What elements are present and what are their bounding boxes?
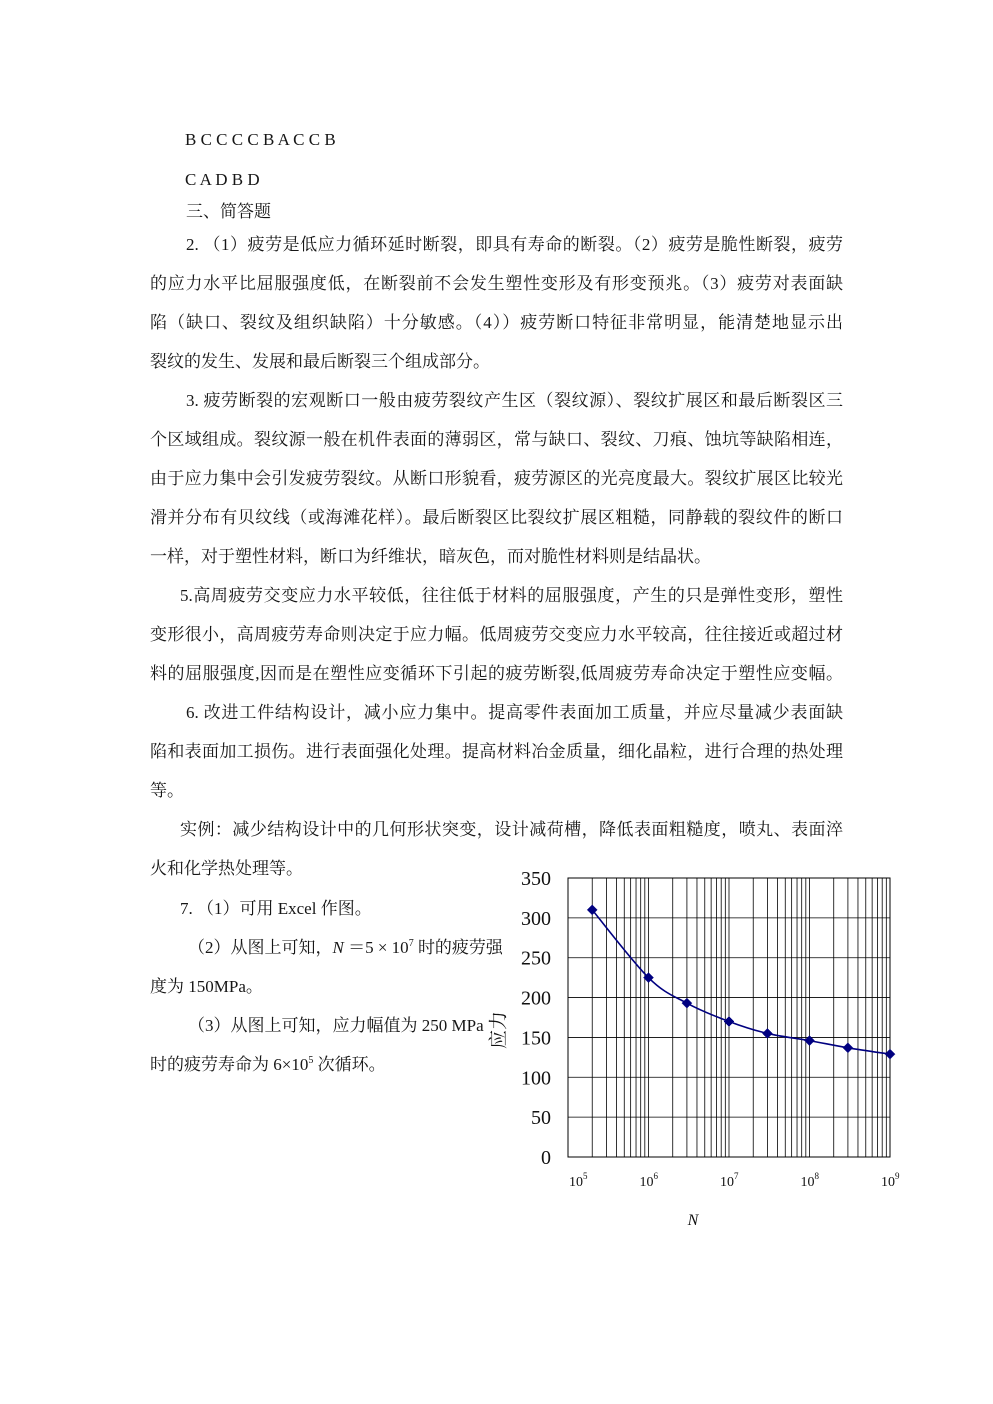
y-tick-label: 50 [531,1107,551,1130]
x-tick-exponent: 9 [895,1171,900,1181]
text-line: 一样，对于塑性材料，断口为纤维状，暗灰色，而对脆性材料则是结晶状。 [150,546,711,566]
text-line: （3）从图上可知，应力幅值为 250 MPa [188,1015,484,1035]
answer-q5 [150,576,843,693]
text-line [150,1045,510,1084]
x-tick-exponent: 8 [814,1171,819,1181]
x-tick-exponent: 6 [653,1171,658,1181]
variable-n: N [332,937,344,957]
text-segment: 次循环。 [313,1054,386,1074]
x-axis-title: N [687,1212,699,1229]
x-tick-label: $10^6$ [639,1171,658,1190]
sn-curve-chart [480,860,920,1240]
y-tick-label: 250 [521,947,551,970]
x-tick-exponent: 5 [583,1171,588,1181]
data-point [843,1043,853,1053]
text-line: 陷和表面加工损伤。进行表面强化处理。提高材料冶金质量，细化晶粒，进行合理的热处理 [150,741,843,761]
text-line: 由于应力集中会引发疲劳裂纹。从断口形貌看，疲劳源区的光亮度最大。裂纹扩展区比较光 [150,468,843,488]
y-axis-title: 应力 [488,1010,510,1050]
data-point [762,1028,772,1038]
x-tick-label: $10^8$ [800,1171,819,1190]
text-line: 2. （1）疲劳是低应力循环延时断裂，即具有寿命的断裂。（2）疲劳是脆性断裂，疲劳 [186,234,843,254]
text-line [188,928,510,967]
series-line [592,910,890,1054]
answer-q6 [150,693,843,810]
y-tick-label: 200 [521,987,551,1010]
data-point [682,998,692,1008]
text-line: 变形很小，高周疲劳寿命则决定于应力幅。低周疲劳交变应力水平较高，往往接近或超过材 [150,624,843,644]
text-line: 个区域组成。裂纹源一般在机件表面的薄弱区，常与缺口、裂纹、刀痕、蚀坑等缺陷相连， [150,429,843,449]
text-line: 6. 改进工件结构设计，减小应力集中。提高零件表面加工质量，并应尽量减少表面缺 [186,702,843,722]
text-segment: ＝5 × 10 [343,937,409,957]
section-heading: 三、简答题 [186,202,271,221]
y-tick-label: 350 [521,868,551,890]
y-tick-label: 150 [521,1027,551,1050]
text-line: 料的屈服强度,因而是在塑性应变循环下引起的疲劳断裂,低周疲劳寿命决定于塑性应变幅。 [150,663,843,683]
x-tick-label: $10^9$ [881,1171,900,1190]
text-line: 实例：减少结构设计中的几何形状突变，设计减荷槽，降低表面粗糙度，喷丸、表面淬 [180,819,843,839]
x-tick-label: $10^7$ [720,1171,739,1190]
answer-row-1: B C C C C B A C C B [185,130,336,149]
text-segment: （2）从图上可知， [188,937,333,957]
exponent: 5 [308,1054,314,1066]
text-line: 5.高周疲劳交变应力水平较低，往往低于材料的屈服强度，产生的只是弹性变形，塑性 [180,585,843,605]
text-line: 7. （1）可用 Excel 作图。 [180,898,372,918]
text-segment: 时的疲劳寿命为 6×10 [150,1054,309,1074]
text-line: 的应力水平比屈服强度低，在断裂前不会发生塑性变形及有形变预兆。（3）疲劳对表面缺 [150,273,843,293]
text-line: 裂纹的发生、发展和最后断裂三个组成部分。 [150,351,490,371]
answer-q2 [150,225,843,381]
text-line: 陷（缺口、裂纹及组织缺陷）十分敏感。（4））疲劳断口特征非常明显，能清楚地显示出 [150,312,843,332]
text-line: 度为 150MPa。 [150,976,263,996]
answer-row-2: C A D B D [185,170,260,189]
text-line: 滑并分布有贝纹线（或海滩花样）。最后断裂区比裂纹扩展区粗糙，同静载的裂纹件的断口 [150,507,843,527]
text-line: 3. 疲劳断裂的宏观断口一般由疲劳裂纹产生区（裂纹源）、裂纹扩展区和最后断裂区三 [186,390,843,410]
x-tick-label: $10^5$ [569,1171,588,1190]
text-segment: 时的疲劳强 [413,937,503,957]
chart-plot-group [487,868,900,1229]
y-tick-label: 300 [521,907,551,930]
x-tick-exponent: 7 [734,1171,739,1181]
y-tick-label: 0 [541,1147,551,1169]
y-tick-label: 100 [521,1067,551,1090]
exponent: 7 [408,937,414,949]
text-line: 火和化学热处理等。 [150,858,303,878]
text-line: 等。 [150,780,184,800]
answer-q3 [150,381,843,576]
answer-q7 [150,889,510,1084]
